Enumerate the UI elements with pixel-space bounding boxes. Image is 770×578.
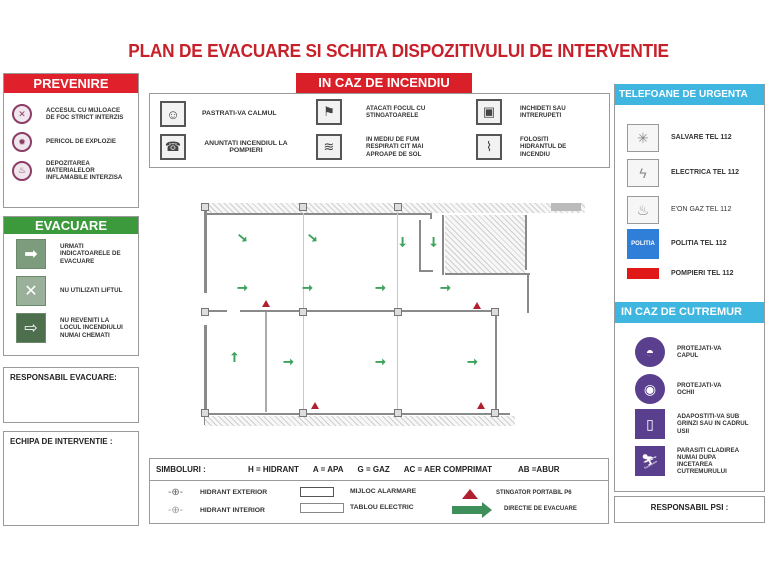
electric-panel-icon <box>300 503 344 513</box>
evacuation-arrow-icon: ➞ <box>226 351 242 363</box>
cutremur-item-text: PROTEJATI-VA OCHII <box>677 381 722 396</box>
no-return-icon: ⇨ <box>16 313 46 343</box>
responsabil-evacuare-label: RESPONSABIL EVACUARE: <box>10 373 117 382</box>
evacuation-arrow-icon: ➞ <box>237 280 248 295</box>
evacuation-arrow-icon: ➞ <box>375 280 386 295</box>
incendiu-item <box>160 101 312 127</box>
prevenire-item <box>12 160 126 182</box>
evacuare-panel <box>3 216 139 356</box>
evacuation-arrow-icon: ➞ <box>395 236 411 248</box>
prevenire-item <box>12 104 126 124</box>
incendiu-item <box>316 134 446 160</box>
electric-bolt-icon: ϟ <box>627 159 659 187</box>
responsabil-evacuare-box <box>3 367 139 423</box>
legend-text: TABLOU ELECTRIC <box>350 504 414 512</box>
legend-item <box>300 487 416 497</box>
exit-stairs-icon: ⛷ <box>635 446 665 476</box>
abbrev: G = GAZ <box>357 465 390 474</box>
prevenire-panel <box>3 73 139 208</box>
evacuation-arrow-icon: ➞ <box>440 280 451 295</box>
prevenire-item <box>12 132 126 152</box>
goggles-icon: ◉ <box>635 374 665 404</box>
legend-item <box>168 487 267 498</box>
hydrant-hose-icon: ⌇ <box>476 134 502 160</box>
simboluri-abbrev-row <box>150 459 608 481</box>
evacuation-arrow-icon: ➞ <box>283 354 294 369</box>
telefon-item <box>627 229 727 259</box>
cutremur-item <box>635 409 752 439</box>
telefon-item-text: SALVARE TEL 112 <box>671 134 732 142</box>
cutremur-item <box>635 337 737 367</box>
legend-text: HIDRANT EXTERIOR <box>200 488 268 496</box>
simboluri-panel <box>149 458 609 524</box>
echipa-interventie-label: ECHIPA DE INTERVENTIE : <box>10 437 113 446</box>
incendiu-item <box>476 134 585 160</box>
legend-item <box>168 505 265 516</box>
incendiu-header: IN CAZ DE INCENDIU <box>296 73 472 93</box>
evacuare-item <box>16 276 130 306</box>
page-title: PLAN DE EVACUARE SI SCHITA DISPOZITIVULUI DE INTERVENTIE <box>128 40 669 61</box>
helmet-icon: ◓ <box>635 337 665 367</box>
firefighters-icon <box>627 268 659 279</box>
prevenire-item-text: PERICOL DE EXPLOZIE <box>46 138 117 146</box>
cutremur-item-text: ADAPOSTITI-VA SUB GRINZI SAU IN CADRUL USII <box>677 413 749 435</box>
prevenire-item-text: DEPOZITAREA MATERIALELOR INFLAMABILE INTERZISA <box>46 160 123 182</box>
evacuare-item-text: NU REVENITI LA LOCUL INCENDIULUI NUMAI CHEMATI <box>60 317 123 339</box>
phone-call-icon: ☎ <box>160 134 186 160</box>
legend-text: HIDRANT INTERIOR <box>200 506 265 514</box>
responsabil-psi-box <box>614 496 765 523</box>
cutremur-item <box>635 446 752 476</box>
abbrev: AB =ABUR <box>517 465 560 474</box>
portable-extinguisher-icon <box>462 489 478 499</box>
legend-item <box>462 489 572 499</box>
exit-arrow-icon: ➡ <box>16 239 46 269</box>
evacuare-item <box>16 239 130 269</box>
incendiu-item-text: PASTRATI-VA CALMUL <box>202 110 277 118</box>
explosion-danger-icon: ✹ <box>12 132 32 152</box>
doorframe-shelter-icon: ▯ <box>635 409 665 439</box>
simboluri-label: SIMBOLURI : <box>156 465 206 474</box>
abbrev: H = HIDRANT <box>248 465 299 474</box>
extinguisher-icon <box>311 402 319 409</box>
evacuation-arrow-icon: ➞ <box>302 280 313 295</box>
abbrev: AC = AER COMPRIMAT <box>403 465 492 474</box>
extinguisher-icon <box>262 300 270 307</box>
prevenire-header: PREVENIRE <box>4 74 138 93</box>
telefon-item-text: POLITIA TEL 112 <box>671 240 727 248</box>
evacuation-arrow-icon: ➞ <box>375 354 386 369</box>
telefon-item <box>627 159 739 187</box>
legend-text: DIRECTIE DE EVACUARE <box>504 506 577 513</box>
keep-calm-icon: ☺ <box>160 101 186 127</box>
hydrant-exterior-icon: -⊕- <box>168 487 184 498</box>
cutremur-header: IN CAZ DE CUTREMUR <box>615 302 764 323</box>
police-icon: POLITIA <box>627 229 659 259</box>
telefoane-panel <box>614 84 765 304</box>
echipa-interventie-box <box>3 431 139 526</box>
gas-flame-icon: ♨ <box>627 196 659 224</box>
crawl-smoke-icon: ≋ <box>316 134 342 160</box>
telefoane-header: TELEFOANE DE URGENTA <box>615 84 764 105</box>
legend-text: STINGATOR PORTABIL P6 <box>496 490 572 497</box>
incendiu-item-text: ANUNTATI INCENDIUL LA POMPIERI <box>204 139 288 154</box>
evacuation-arrow-icon: ➞ <box>467 354 478 369</box>
extinguisher-icon <box>473 302 481 309</box>
evacuare-item <box>16 313 130 343</box>
telefon-item <box>627 268 734 279</box>
incendiu-item-text: IN MEDIU DE FUM RESPIRATI CIT MAI APROAPE DE SOL <box>366 136 424 158</box>
prevenire-item-text: ACCESUL CU MIJLOACE DE FOC STRICT INTERZIS <box>46 106 124 121</box>
alarm-device-icon <box>300 487 334 497</box>
incendiu-item-text: ATACATI FOCUL CU STINGATOARELE <box>366 104 426 119</box>
telefon-item <box>627 124 732 152</box>
incendiu-item <box>316 99 441 125</box>
cutremur-panel <box>614 302 765 492</box>
responsabil-psi-label: RESPONSABIL PSI : <box>650 503 729 512</box>
ambulance-star-icon: ✳ <box>627 124 659 152</box>
evacuation-arrow-icon: ➞ <box>303 228 322 247</box>
cutremur-item-text: PARASITI CLADIREA NUMAI DUPA INCETAREA CUTREMURULUI <box>677 446 739 476</box>
evacuation-arrow-icon: ➞ <box>426 236 442 248</box>
flammable-icon: ♨ <box>12 161 32 181</box>
floor-plan <box>195 195 595 435</box>
evacuation-arrow-icon: ➞ <box>233 228 252 247</box>
telefon-item-text: POMPIERI TEL 112 <box>671 269 734 277</box>
telefon-item-text: ELECTRICA TEL 112 <box>671 169 740 177</box>
abbrev: A = APA <box>312 465 344 474</box>
cutremur-item <box>635 374 737 404</box>
no-open-flame-icon: ✕ <box>12 104 32 124</box>
evacuare-item-text: NU UTILIZATI LIFTUL <box>60 287 123 295</box>
incendiu-item-text: FOLOSITI HIDRANTUL DE INCENDIU <box>520 136 567 158</box>
extinguisher-attack-icon: ⚑ <box>316 99 342 125</box>
evacuation-arrow-icon <box>452 506 482 514</box>
telefon-item <box>627 196 731 224</box>
evacuare-header: EVACUARE <box>4 217 138 234</box>
incendiu-panel <box>149 93 610 168</box>
extinguisher-icon <box>477 402 485 409</box>
close-switch-icon: ▣ <box>476 99 502 125</box>
no-elevator-icon: ✕ <box>16 276 46 306</box>
telefon-item-text: E'ON GAZ TEL 112 <box>671 206 732 214</box>
evacuare-item-text: URMATI INDICATOARELE DE EVACUARE <box>60 243 121 265</box>
cutremur-item-text: PROTEJATI-VA CAPUL <box>677 344 722 359</box>
incendiu-item <box>160 134 290 160</box>
hydrant-interior-icon: -⊕- <box>168 505 184 516</box>
incendiu-item <box>476 99 590 125</box>
incendiu-item-text: INCHIDETI SAU INTRERUPETI <box>520 104 566 119</box>
legend-text: MIJLOC ALARMARE <box>350 488 417 496</box>
legend-item <box>300 503 414 513</box>
legend-item <box>452 506 577 514</box>
